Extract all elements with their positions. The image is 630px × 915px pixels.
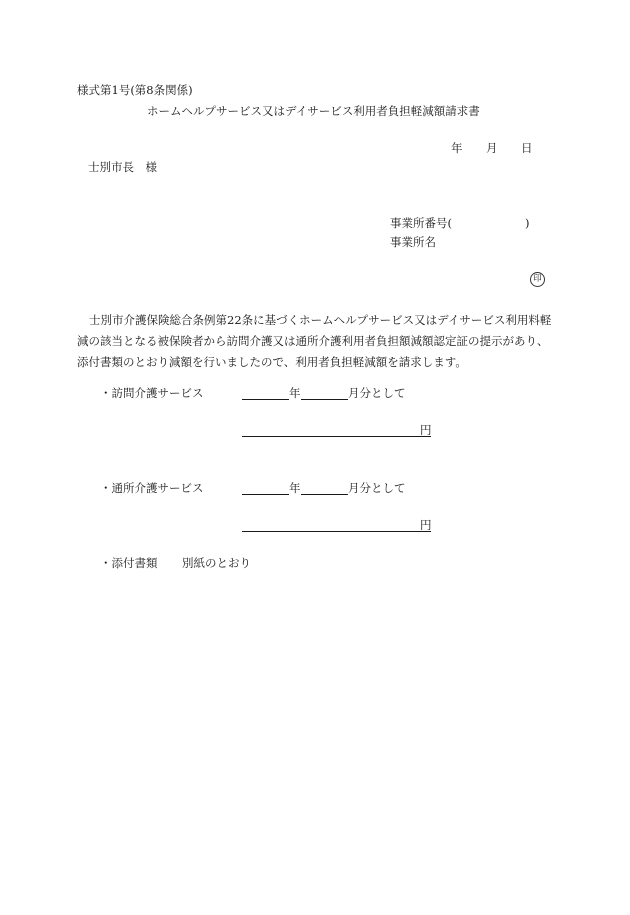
amount-blank-line <box>242 531 431 532</box>
date-year-label: 年 <box>451 141 463 155</box>
attachments-label: ・添付書類 <box>100 556 158 570</box>
addressee: 士別市長 様 <box>88 160 157 174</box>
month-suffix: 月分として <box>348 386 406 400</box>
office-number-label: 事業所番号( <box>390 216 452 230</box>
year-unit: 年 <box>289 481 301 495</box>
month-blank-line <box>301 399 348 400</box>
year-blank-line <box>242 399 289 400</box>
currency-unit: 円 <box>420 423 432 437</box>
year-unit: 年 <box>289 386 301 400</box>
month-suffix: 月分として <box>348 481 406 495</box>
seal-mark: 印 <box>530 272 545 287</box>
date-day-label: 日 <box>521 141 533 155</box>
date-month-label: 月 <box>486 141 498 155</box>
item-label: ・訪問介護サービス <box>100 386 204 400</box>
month-blank-line <box>301 494 348 495</box>
item-label: ・通所介護サービス <box>100 481 204 495</box>
attachments-value: 別紙のとおり <box>182 556 251 570</box>
amount-blank-line <box>242 436 431 437</box>
body-paragraph: 士別市介護保険総合条例第22条に基づくホームヘルプサービス又はデイサービス利用料軽減の該当となる被保険者から訪問介護又は通所介護利用者負担額減額認定証の提示があり、添付書類のとおり減額を行いましたので、利用者負担軽減額を請求します。 <box>77 313 552 369</box>
form-number: 様式第1号(第8条関係) <box>77 83 193 97</box>
document-title: ホームヘルプサービス又はデイサービス利用者負担軽減額請求書 <box>147 104 480 118</box>
year-blank-line <box>242 494 289 495</box>
office-name-label: 事業所名 <box>390 235 436 249</box>
currency-unit: 円 <box>420 518 432 532</box>
office-number-close: ) <box>525 216 530 230</box>
